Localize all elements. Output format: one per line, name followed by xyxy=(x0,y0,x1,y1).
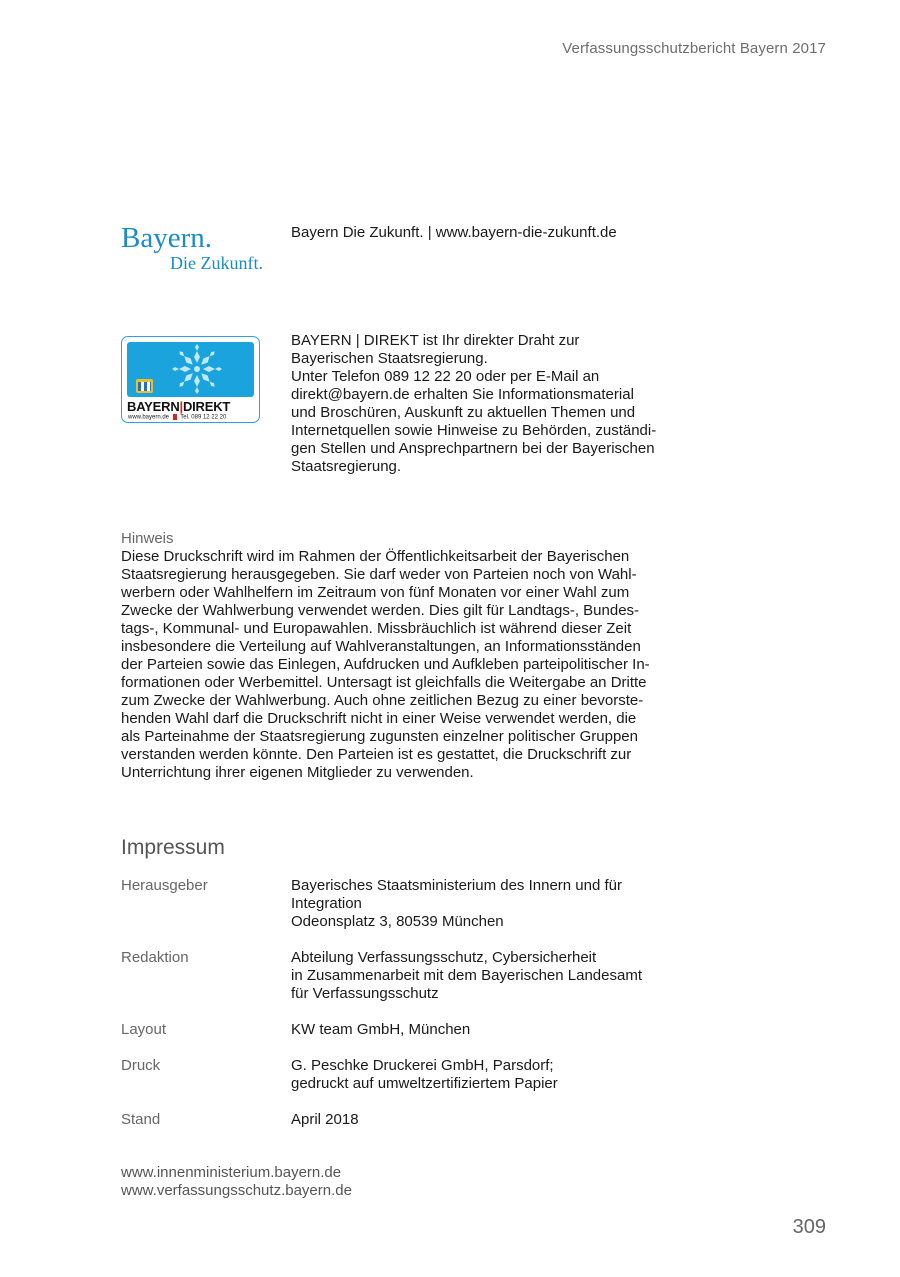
zukunft-description: Bayern Die Zukunft. | www.bayern-die-zukunft.de xyxy=(291,224,617,241)
impressum-value xyxy=(291,1021,681,1039)
text-line: tags-, Kommunal- und Europawahlen. Missbräuchlich ist während dieser Zeit xyxy=(121,620,632,637)
impressum-label: Redaktion xyxy=(121,949,189,966)
value-line: Integration xyxy=(291,895,362,912)
value-line: Bayerisches Staatsministerium des Innern und für xyxy=(291,877,622,894)
value-line: Odeonsplatz 3, 80539 München xyxy=(291,913,504,930)
text-line: Zwecke der Wahlwerbung verwendet werden. Dies gilt für Landtags-, Bundes- xyxy=(121,602,640,619)
footer-link[interactable]: www.innenministerium.bayern.de xyxy=(121,1164,342,1181)
value-line: für Verfassungsschutz xyxy=(291,985,439,1002)
text-line: Internetquellen sowie Hinweise zu Behörden, zuständi- xyxy=(291,422,657,439)
hinweis-heading: Hinweis xyxy=(121,530,174,547)
bayern-direkt-logo xyxy=(121,336,260,423)
text-line: Unterrichtung ihrer eigenen Mitglieder zu verwenden. xyxy=(121,764,474,781)
bayern-zukunft-logo xyxy=(121,223,263,273)
impressum-value xyxy=(291,1111,681,1129)
logo-line-2: Die Zukunft. xyxy=(170,253,263,273)
footer-urls xyxy=(121,1164,352,1200)
value-line: gedruckt auf umweltzertifiziertem Papier xyxy=(291,1075,558,1092)
value-line: April 2018 xyxy=(291,1111,359,1128)
page-number: 309 xyxy=(792,1216,826,1238)
running-header: Verfassungsschutzbericht Bayern 2017 xyxy=(562,40,826,57)
text-line: zum Zwecke der Wahlwerbung. Auch ohne zeitlichen Bezug zu einer bevorste- xyxy=(121,692,644,709)
brand-right: DIREKT xyxy=(182,399,231,414)
value-line: Abteilung Verfassungsschutz, Cybersicherheit xyxy=(291,949,597,966)
brand-left: BAYERN xyxy=(127,399,180,414)
text-line: verstanden werden könnte. Den Parteien ist es gestattet, die Druckschrift zur xyxy=(121,746,632,763)
text-line: insbesondere die Verteilung auf Wahlveranstaltungen, an Informationsständen xyxy=(121,638,641,655)
text-line: henden Wahl darf die Druckschrift nicht in einer Weise verwendet werden, die xyxy=(121,710,637,727)
text-line: Staatsregierung herausgegeben. Sie darf weder von Parteien noch von Wahl- xyxy=(121,566,637,583)
text-line: werbern oder Wahlhelfern im Zeitraum von fünf Monaten vor einer Wahl zum xyxy=(121,584,630,601)
hinweis-section xyxy=(121,530,661,782)
text-line: Staatsregierung. xyxy=(291,458,402,475)
direkt-description xyxy=(291,332,671,476)
text-line: Bayerischen Staatsregierung. xyxy=(291,350,488,367)
impressum-label: Druck xyxy=(121,1057,161,1074)
impressum-label: Stand xyxy=(121,1111,161,1128)
logo-blue-panel xyxy=(127,342,254,397)
text-line: direkt@bayern.de erhalten Sie Informationsmaterial xyxy=(291,386,634,403)
logo-phone: Tel. 089 12 22 20 xyxy=(180,414,227,421)
logo-small-text xyxy=(128,414,255,422)
text-line: der Parteien sowie das Einlegen, Aufdrucken und Aufkleben parteipolitischer In- xyxy=(121,656,650,673)
coat-of-arms-icon xyxy=(136,379,153,393)
logo-brand-text: BAYERN|DIREKT xyxy=(127,399,231,414)
impressum-title: Impressum xyxy=(121,836,225,859)
text-line: und Broschüren, Auskunft zu aktuellen Themen und xyxy=(291,404,636,421)
footer-link[interactable]: www.verfassungsschutz.bayern.de xyxy=(121,1182,352,1199)
impressum-value xyxy=(291,877,681,931)
logo-url: www.bayern.de xyxy=(128,414,170,421)
text-line: Unter Telefon 089 12 22 20 oder per E-Mail an xyxy=(291,368,600,385)
value-line: KW team GmbH, München xyxy=(291,1021,471,1038)
text-line: Diese Druckschrift wird im Rahmen der Öffentlichkeitsarbeit der Bayerischen xyxy=(121,548,630,565)
value-line: in Zusammenarbeit mit dem Bayerischen Landesamt xyxy=(291,967,642,984)
impressum-value xyxy=(291,949,681,1003)
text-line: als Parteinahme der Staatsregierung zugunsten einzelner politischer Gruppen xyxy=(121,728,638,745)
text-line: gen Stellen und Ansprechpartnern bei der Bayerischen xyxy=(291,440,655,457)
value-line: G. Peschke Druckerei GmbH, Parsdorf; xyxy=(291,1057,554,1074)
snowflake-icon xyxy=(127,342,254,397)
logo-line-1: Bayern. xyxy=(121,222,212,254)
text-line: formationen oder Werbemittel. Untersagt ist gleichfalls die Weitergabe an Dritte xyxy=(121,674,647,691)
text-line: BAYERN | DIREKT ist Ihr direkter Draht zur xyxy=(291,332,580,349)
impressum-label: Herausgeber xyxy=(121,877,208,894)
impressum-value xyxy=(291,1057,681,1093)
impressum-label: Layout xyxy=(121,1021,167,1038)
